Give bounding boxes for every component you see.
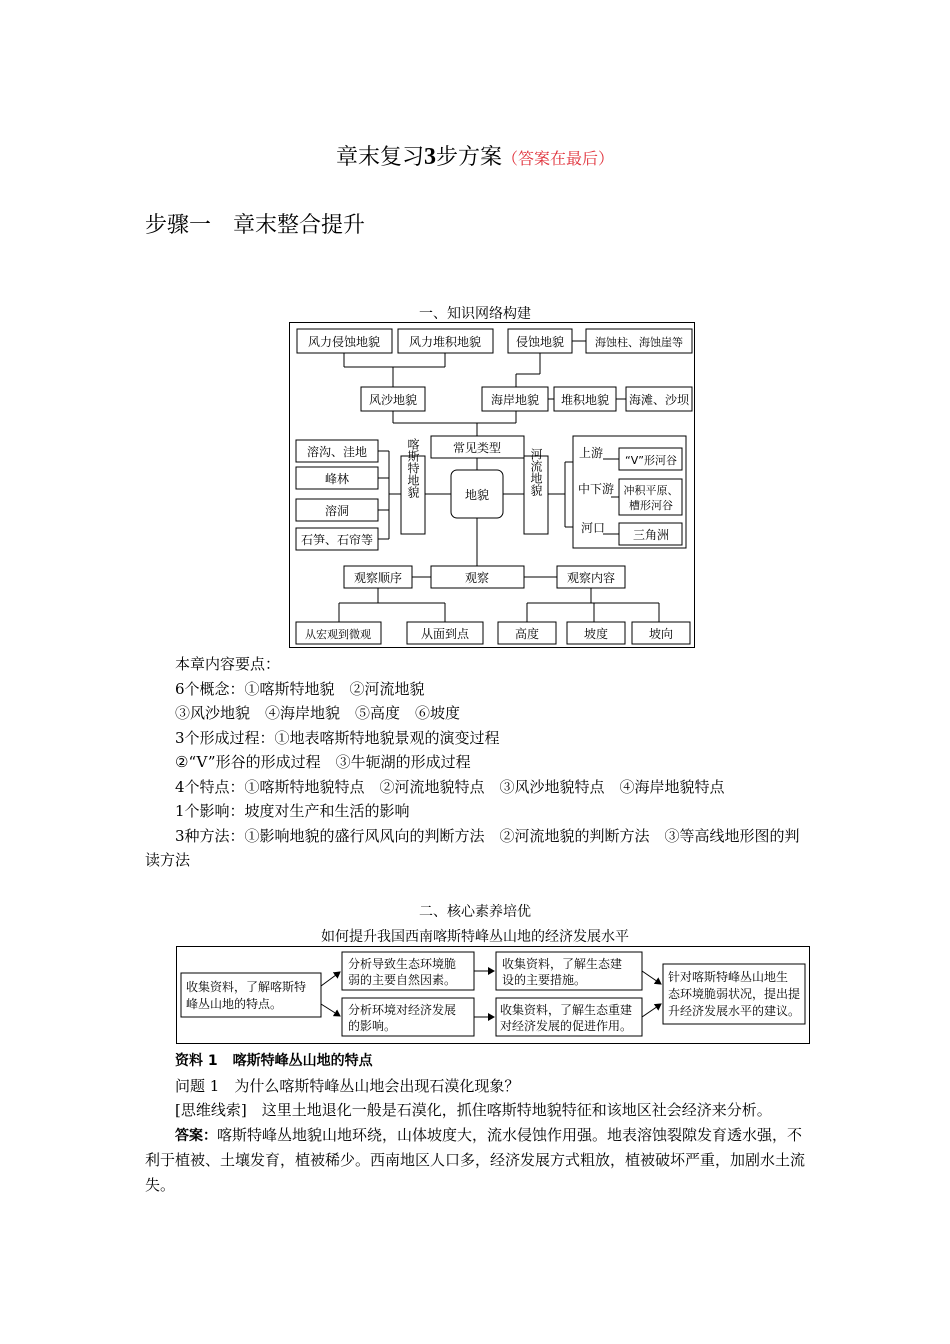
flow-b2-line2: 对经济发展的促进作用。 bbox=[500, 1019, 633, 1033]
label-middle: 中下游 bbox=[577, 482, 615, 496]
flow-a1-line1: 分析导致生态环境脆 bbox=[348, 957, 457, 971]
flow-start-line2: 峰丛山地的特点。 bbox=[186, 997, 283, 1011]
label-karst: 喀斯特地貌 bbox=[406, 438, 420, 498]
section-heading-core: 二、核心素养培优 bbox=[419, 904, 531, 920]
flow-b1-line1: 分析环境对经济发展 bbox=[348, 1003, 457, 1017]
label-aspect: 坡向 bbox=[648, 627, 674, 641]
label-obs-content: 观察内容 bbox=[566, 571, 616, 585]
label-common-types: 常见类型 bbox=[452, 441, 502, 455]
flow-end-line2: 态环境脆弱状况，提出提 bbox=[668, 987, 801, 1001]
knowledge-network-diagram bbox=[289, 322, 695, 648]
question-text: 为什么喀斯特峰丛山地会出现石漠化现象？ bbox=[234, 1076, 520, 1095]
summary-processes-2: ②“V”形谷的形成过程 ③牛轭湖的形成过程 bbox=[175, 753, 471, 771]
answer-paragraph bbox=[145, 1123, 810, 1198]
flow-a1-line2: 弱的主要自然因素。 bbox=[348, 973, 457, 987]
label-mouth: 河口 bbox=[580, 521, 606, 535]
summary-concepts: 6个概念：①喀斯特地貌 ②河流地貌 bbox=[175, 679, 425, 698]
label-doline: 溶沟、洼地 bbox=[306, 445, 368, 459]
label-slope: 坡度 bbox=[583, 627, 609, 641]
label-aeolian: 风沙地貌 bbox=[368, 393, 418, 407]
label-peak-forest: 峰林 bbox=[324, 472, 350, 486]
label-stalagmite: 石笋、石帘等 bbox=[300, 533, 374, 547]
label-alluvial: 冲积平原、 bbox=[623, 484, 679, 497]
material-line bbox=[145, 1048, 810, 1074]
label-v-valley: “V”形河谷 bbox=[625, 454, 677, 467]
label-coastal: 海岸地貌 bbox=[490, 393, 540, 407]
question-line bbox=[145, 1074, 810, 1099]
flow-b2-line1: 收集资料，了解生态重建 bbox=[500, 1003, 633, 1017]
clue-text: 这里土地退化一般是石漠化，抓住喀斯特地貌特征和该地区社会经济来分析。 bbox=[261, 1101, 772, 1119]
summary-methods: 3种方法：①影响地貌的盛行风风向的判断方法 ②河流地貌的判断方法 ③等高线地形图的判读方法 bbox=[145, 826, 800, 869]
summary-heading: 本章内容要点： bbox=[175, 655, 281, 673]
material-title: 喀斯特峰丛山地的特点 bbox=[232, 1053, 373, 1069]
label-height: 高度 bbox=[514, 627, 540, 641]
label-deposit: 堆积地貌 bbox=[560, 393, 610, 407]
material-section bbox=[145, 1048, 810, 1197]
chapter-summary bbox=[145, 652, 810, 873]
label-cave: 溶洞 bbox=[324, 504, 350, 518]
label-erosion: 侵蚀地貌 bbox=[515, 335, 565, 349]
label-wind-deposit: 风力堆积地貌 bbox=[408, 335, 482, 349]
title-number: 3 bbox=[423, 144, 436, 170]
flow-a2-line2: 设的主要措施。 bbox=[502, 973, 587, 987]
answer-text: 喀斯特峰丛地貌山地环绕，山体坡度大，流水侵蚀作用强。地表溶蚀裂隙发育透水强，不利于植被、土壤发育，植被稀少。西南地区人口多，经济发展方式粗放，植被破坏严重，加剧水土流失。 bbox=[145, 1125, 806, 1194]
label-landform: 地貌 bbox=[464, 488, 490, 502]
material-label: 资料 1 bbox=[175, 1053, 218, 1069]
label-macro: 从宏观到微观 bbox=[305, 628, 371, 641]
label-obs-order: 观察顺序 bbox=[353, 571, 403, 585]
answer-label: 答案： bbox=[175, 1127, 217, 1144]
flow-a2-line1: 收集资料，了解生态建 bbox=[502, 957, 623, 971]
label-upper: 上游 bbox=[578, 446, 604, 460]
title-text: 章末复习 bbox=[335, 145, 424, 170]
label-wind-erosion: 风力侵蚀地貌 bbox=[307, 335, 381, 349]
flow-end-line1: 针对喀斯特峰丛山地生 bbox=[668, 970, 789, 984]
flow-b1-line2: 的影响。 bbox=[348, 1019, 397, 1033]
section-subheading: 如何提升我国西南喀斯特峰丛山地的经济发展水平 bbox=[321, 929, 629, 945]
label-trough: 槽形河谷 bbox=[629, 499, 673, 512]
summary-processes: 3个形成过程：①地表喀斯特地貌景观的演变过程 bbox=[175, 728, 500, 747]
page-title bbox=[0, 140, 950, 171]
title-text-2: 步方案 bbox=[435, 145, 502, 170]
summary-concepts-2: ③风沙地貌 ④海岸地貌 ⑤高度 ⑥坡度 bbox=[175, 704, 461, 722]
label-river: 河流地貌 bbox=[529, 448, 543, 496]
answer-note: （答案在最后） bbox=[502, 149, 615, 168]
inquiry-flowchart bbox=[176, 946, 810, 1044]
summary-influence: 1个影响：坡度对生产和生活的影响 bbox=[175, 802, 410, 820]
label-surface: 从面到点 bbox=[420, 627, 470, 641]
summary-features: 4个特点：①喀斯特地貌特点 ②河流地貌特点 ③风沙地貌特点 ④海岸地貌特点 bbox=[175, 777, 725, 796]
question-label: 问题 1 bbox=[175, 1076, 220, 1095]
label-delta: 三角洲 bbox=[632, 528, 670, 542]
step-heading: 步骤一 章末整合提升 bbox=[145, 213, 366, 238]
label-sea-pillar: 海蚀柱、海蚀崖等 bbox=[595, 336, 683, 349]
label-observe: 观察 bbox=[464, 571, 490, 585]
flow-end-line3: 升经济发展水平的建议。 bbox=[668, 1004, 801, 1018]
section-heading-knowledge: 一、知识网络构建 bbox=[419, 306, 531, 322]
clue-paragraph bbox=[145, 1098, 810, 1123]
flow-start-line1: 收集资料，了解喀斯特 bbox=[186, 980, 307, 994]
clue-label: [思维线索] bbox=[175, 1101, 247, 1119]
label-beach: 海滩、沙坝 bbox=[628, 393, 690, 407]
